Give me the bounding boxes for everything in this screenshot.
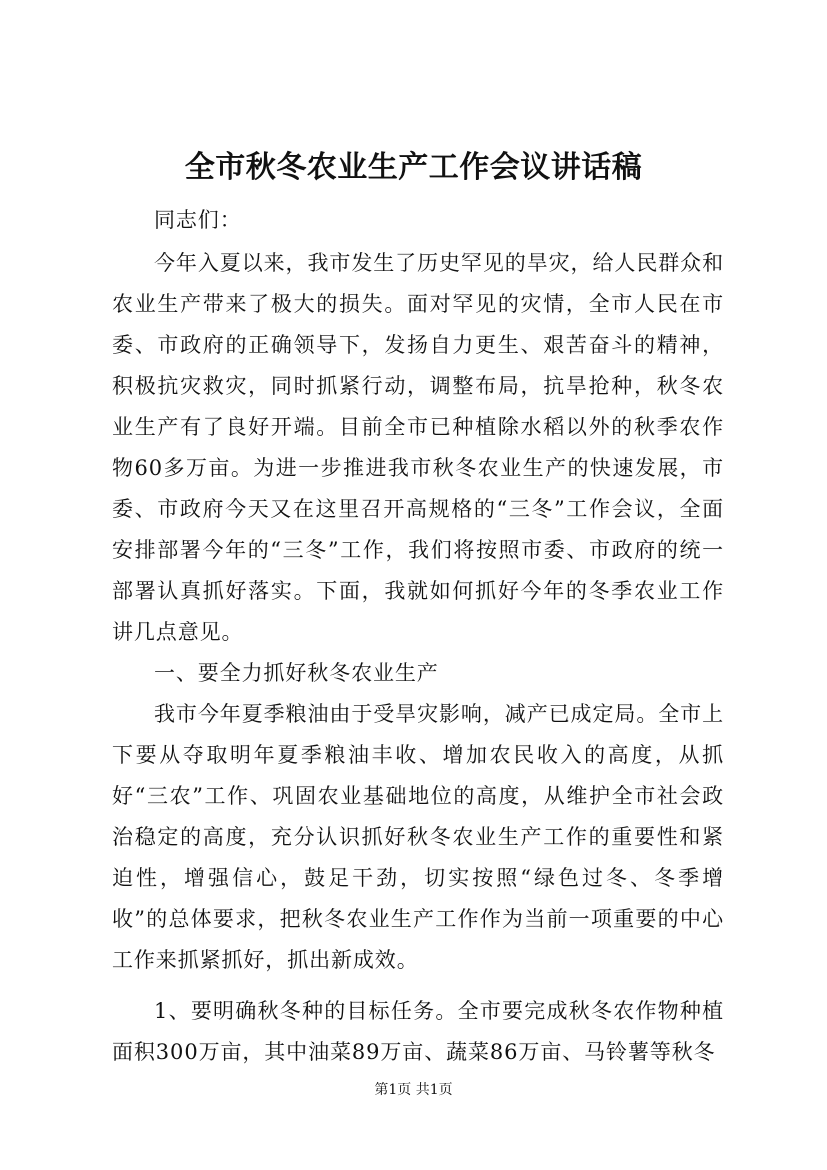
section-paragraph: 我市今年夏季粮油由于受旱灾影响，减产已成定局。全市上下要从夺取明年夏季粮油丰收、增加农民收入的高度，从抓好“三农”工作、巩固农业基础地位的高度，从维护全市社会政治稳定的高度，充分认识抓好秋冬农业生产工作的重要性和紧迫性，增强信心，鼓足干劲，切实按照“绿色过冬、冬季增收”的总体要求，把秋冬农业生产工作作为当前一项重要的中心工作来抓紧抓好，抓出新成效。 bbox=[112, 702, 724, 972]
document-body bbox=[112, 200, 724, 1073]
section-heading: 一、要全力抓好秋冬农业生产 bbox=[154, 661, 439, 685]
intro-paragraph: 今年入夏以来，我市发生了历史罕见的旱灾，给人民群众和农业生产带来了极大的损失。面对罕见的灾情，全市人民在市委、市政府的正确领导下，发扬自力更生、艰苦奋斗的精神，积极抗灾救灾，同时抓紧行动，调整布局，抗旱抢种，秋冬农业生产有了良好开端。目前全市已种植除水稻以外的秋季农作物60多万亩。为进一步推进我市秋冬农业生产的快速发展，市委、市政府今天又在这里召开高规格的“三冬”工作会议，全面安排部署今年的“三冬”工作，我们将按照市委、市政府的统一部署认真抓好落实。下面，我就如何抓好今年的冬季农业工作讲几点意见。 bbox=[112, 251, 724, 644]
page-title: 全市秋冬农业生产工作会议讲话稿 bbox=[184, 150, 643, 185]
page-number-footer: 第1页 共1页 bbox=[374, 1082, 453, 1098]
salutation-paragraph: 同志们： bbox=[154, 208, 242, 232]
numbered-paragraph: 1、要明确秋冬种的目标任务。全市要完成秋冬农作物种植面积300万亩，其中油菜89万亩、蔬菜86万亩、马铃薯等秋冬 bbox=[112, 999, 724, 1064]
